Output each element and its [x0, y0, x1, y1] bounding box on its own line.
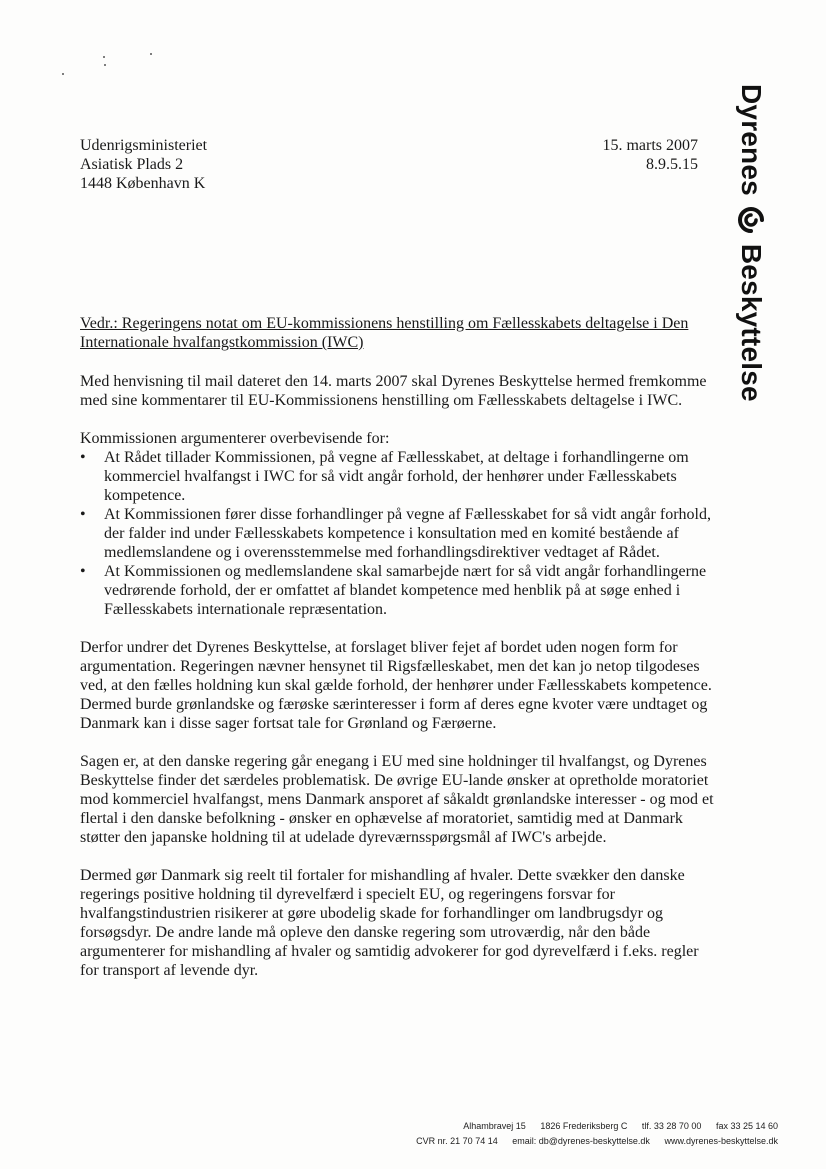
bullet-icon: •: [80, 506, 86, 523]
footer-fax: fax 33 25 14 60: [715, 1121, 778, 1131]
letter-subject: Vedr.: Regeringens notat om EU-kommissionens henstilling om Fællesskabets deltagelse i Den Internationale hvalfangstkommission (IWC): [80, 315, 689, 351]
date-reference-block: [602, 136, 698, 174]
recipient-line: Asiatisk Plads 2: [80, 156, 184, 173]
footer-cvr: CVR nr. 21 70 74 14: [416, 1136, 498, 1146]
paragraph-conclusion: Dermed gør Danmark sig reelt til fortaler for mishandling af hvaler. Dette svækker den danske regerings positive holdning til dyrevelfærd i specielt EU, og regeringens forsvar for hvalfangstindustrien risikerer at gøre ubodelig skade for forhandlinger om landbrugsdyr og forsøgsdyr. De andre lande må opleve den danske regering som utroværdig, når den både argumenterer for mishandling af hvaler og samtidig advokerer for god dyrevelfærd i f.eks. regler for transport af levende dyr.: [80, 867, 699, 979]
letter-body: [80, 372, 720, 999]
footer-address: Alhambravej 15: [463, 1121, 526, 1131]
list-item: [80, 505, 720, 562]
recipient-line: Udenrigsministeriet: [80, 137, 208, 154]
list-item-text: At Kommissionen og medlemslandene skal samarbejde nært for så vidt angår forhandlingerne vedrørende forhold, der er omfattet af blandet kompetence med henblik på at søge enhed i Fællesskabets internationale repræsentation.: [104, 563, 707, 618]
footer-website: www.dyrenes-beskyttelse.dk: [664, 1136, 778, 1146]
paragraph-arguments-intro: Kommissionen argumenterer overbevisende for:: [80, 430, 390, 447]
list-item-text: At Rådet tillader Kommissionen, på vegne af Fællesskabet, at deltage i forhandlingerne om kommerciel hvalfangst i IWC for så vidt angår forhold, der henhører under Fællesskabets kompetence.: [104, 449, 689, 504]
footer-phone: tlf. 33 28 70 00: [641, 1121, 702, 1131]
list-item-text: At Kommissionen fører disse forhandlinger på vegne af Fællesskabet for så vidt angår forhold, der falder ind under Fællesskabets kompetence i konsultation med en komité bestående af medlemslandene og i overensstemmelse med forhandlingsdirektiver vedtaget af Rådet.: [104, 506, 711, 561]
letter-footer: [416, 1119, 778, 1149]
list-item: [80, 448, 720, 505]
argument-list: [80, 448, 720, 619]
recipient-address: [80, 136, 207, 193]
letter-date: 15. marts 2007: [602, 137, 698, 154]
paragraph-intro: Med henvisning til mail dateret den 14. marts 2007 skal Dyrenes Beskyttelse hermed fremkomme med sine kommentarer til EU-Kommissionens henstilling om Fællesskabets deltagelse i IWC.: [80, 373, 707, 409]
brand-name-left: Dyrenes: [736, 84, 768, 196]
bullet-icon: •: [80, 563, 86, 580]
paragraph-eu-position: Sagen er, at den danske regering går enegang i EU med sine holdninger til hvalfangst, og Dyrenes Beskyttelse finder det særdeles problematisk. De øvrige EU-lande ønsker at opretholde moratoriet mod kommerciel hvalfangst, mens Danmark ansporet af såkaldt grønlandske interesser - og mod et flertal i den danske befolkning - ønsker en ophævelse af moratoriet, samtidig med at Danmark støtter den japanske holdning til at udelade dyreværnsspørgsmål af IWC's arbejde.: [80, 753, 714, 846]
footer-email: email: db@dyrenes-beskyttelse.dk: [512, 1136, 650, 1146]
list-item: [80, 562, 720, 619]
footer-city: 1826 Frederiksberg C: [540, 1121, 628, 1131]
swirl-logo-icon: [737, 206, 765, 234]
letter-reference: 8.9.5.15: [646, 156, 698, 173]
paragraph-argumentation: Derfor undrer det Dyrenes Beskyttelse, at forslaget bliver fejet af bordet uden nogen form for argumentation. Regeringen nævner hensynet til Rigsfælleskabet, men det kan jo netop tilgodeses ved, at den fælles holdning kun skal gælde forhold, der henhører under Fællesskabets kompetence. Dermed burde grønlandske og færøske særinteresser i form af deres egne kvoter være undtaget og Danmark kan i disse sager fortsat tale for Grønland og Færøerne.: [80, 639, 712, 732]
bullet-icon: •: [80, 449, 86, 466]
recipient-line: 1448 København K: [80, 175, 206, 192]
brand-name-right: Beskyttelse: [736, 243, 768, 402]
